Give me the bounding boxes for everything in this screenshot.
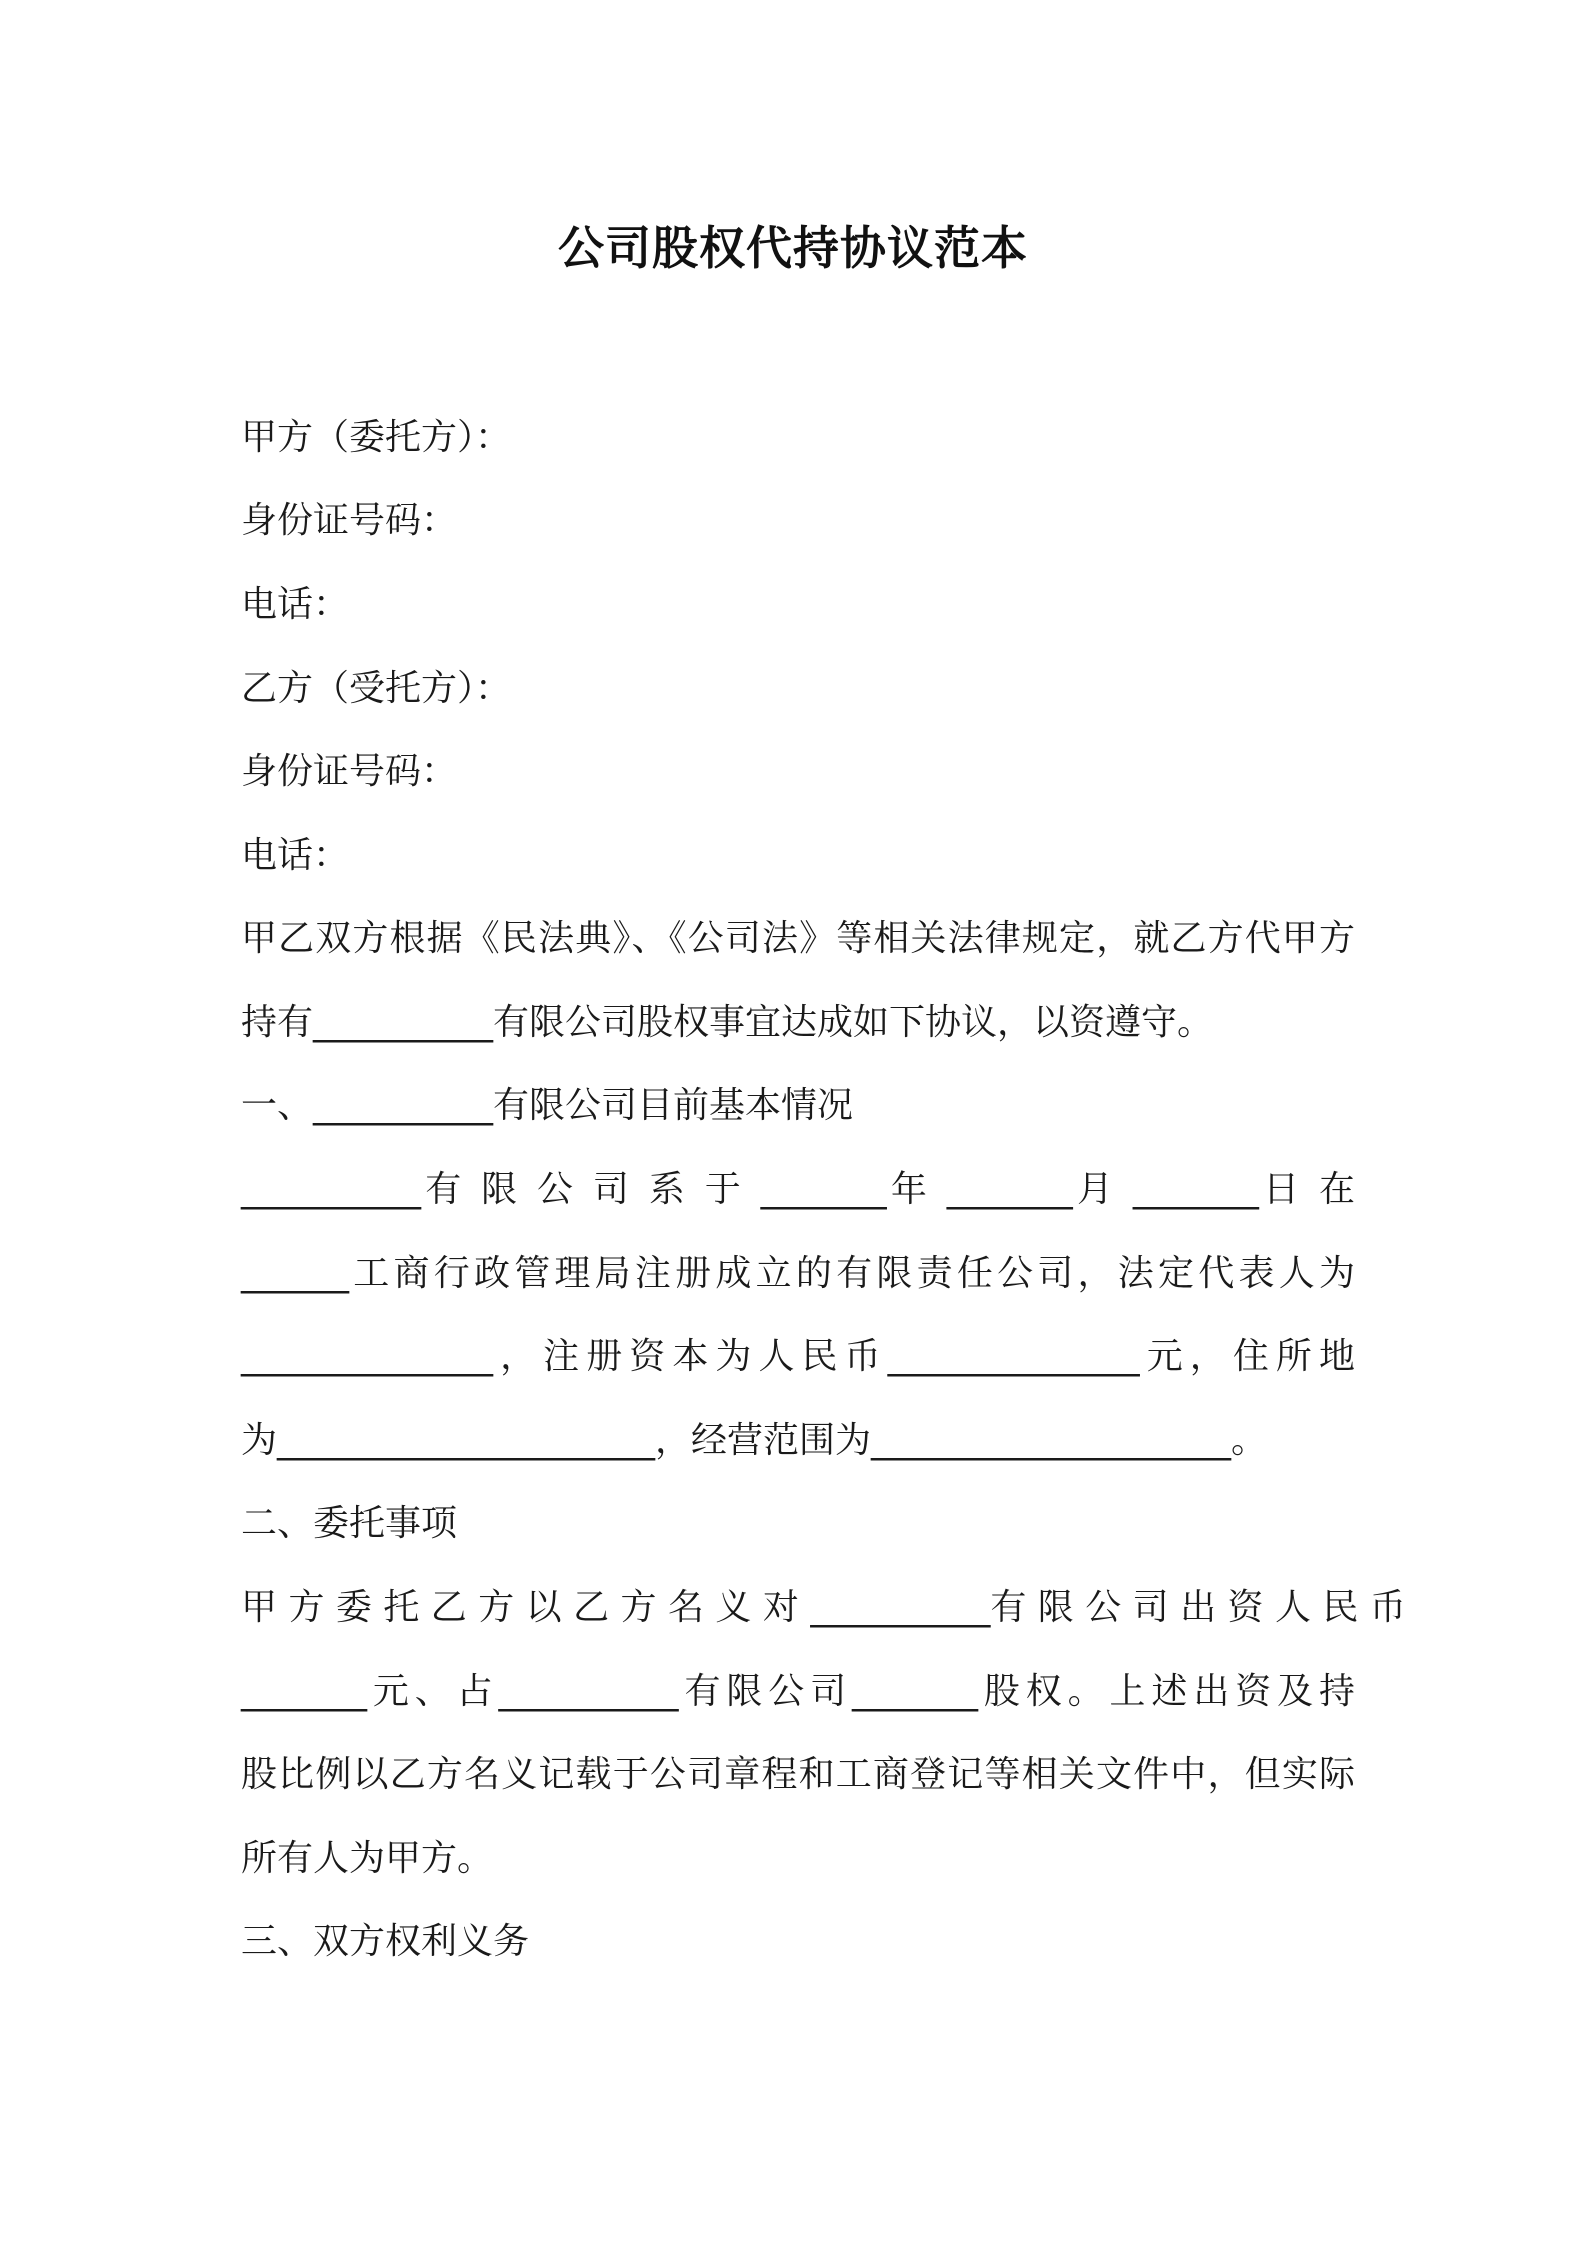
section-2-line-2: _______元、占__________有限公司_______股权。上述出资及持 (241, 1671, 1355, 1712)
document-title: 公司股权代持协议范本 (558, 221, 1028, 275)
section-2-heading: 二、委托事项 (241, 1503, 458, 1544)
section-2-line-4: 所有人为甲方。 (241, 1838, 494, 1879)
section-1-line-3: ______________，注册资本为人民币______________元，住所地 (241, 1336, 1355, 1377)
section-3-heading: 三、双方权利义务 (241, 1921, 530, 1962)
preamble-line-2: 持有__________有限公司股权事宜达成如下协议，以资遵守。 (241, 1002, 1214, 1043)
preamble-line-1: 甲乙双方根据《民法典》、《公司法》等相关法律规定，就乙方代甲方 (241, 918, 1355, 959)
party-b-label: 乙方（受托方）： (241, 668, 512, 709)
section-2-line-1: 甲 方 委 托 乙 方 以 乙 方 名 义 对 __________有 限 公 司 出 资 人 民 币 (241, 1587, 1406, 1628)
section-2-line-3: 股比例以乙方名义记载于公司章程和工商登记等相关文件中，但实际 (241, 1754, 1355, 1795)
party-a-label: 甲方（委托方）： (241, 417, 512, 458)
section-1-line-2: ______工商行政管理局注册成立的有限责任公司，法定代表人为 (241, 1253, 1355, 1294)
party-b-phone-label: 电话： (241, 835, 350, 876)
section-1-line-1: __________有 限 公 司 系 于 _______年 _______月 _______日 在 (241, 1169, 1355, 1210)
section-1-heading: 一、__________有限公司目前基本情况 (241, 1085, 854, 1126)
section-1-line-4: 为_____________________，经营范围为____________________。 (241, 1420, 1268, 1461)
party-a-phone-label: 电话： (241, 584, 350, 625)
party-b-id-label: 身份证号码： (241, 751, 458, 792)
party-a-id-label: 身份证号码： (241, 500, 458, 541)
